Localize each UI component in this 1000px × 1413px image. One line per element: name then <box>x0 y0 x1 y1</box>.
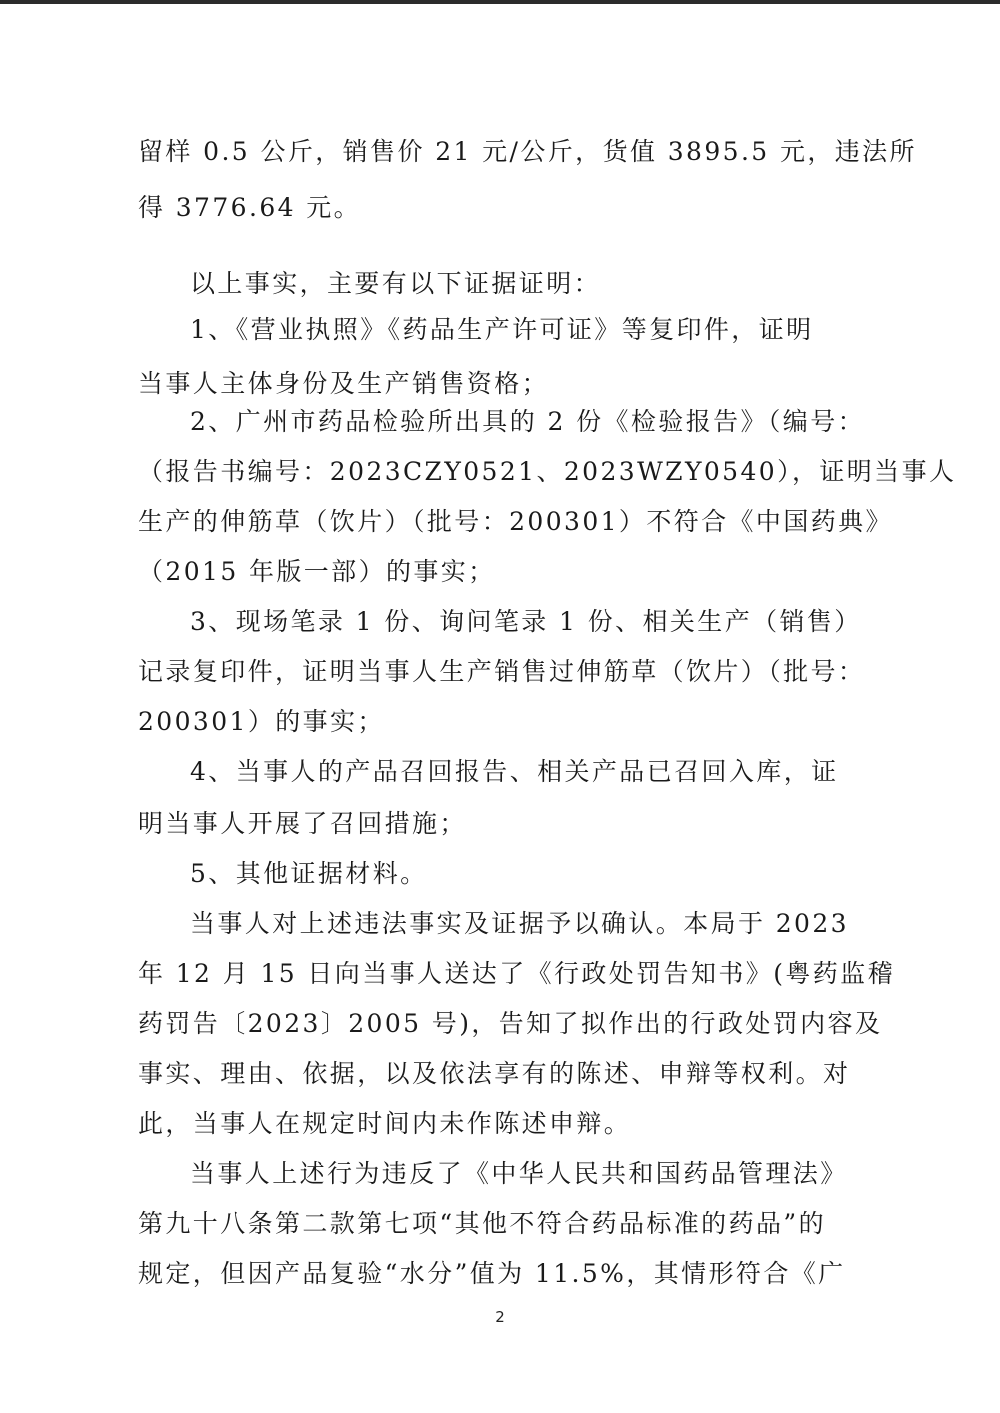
text-line: 规定，但因产品复验“水分”值为 11.5%，其情形符合《广 <box>138 1259 846 1288</box>
text-line: 2、广州市药品检验所出具的 2 份《检验报告》（编号： <box>190 407 866 436</box>
text-line: 记录复印件，证明当事人生产销售过伸筋草（饮片）（批号： <box>138 657 866 686</box>
text-line: 年 12 月 15 日向当事人送达了《行政处罚告知书》(粤药监稽 <box>138 959 895 988</box>
text-line: 留样 0.5 公斤，销售价 21 元/公斤，货值 3895.5 元，违法所 <box>138 137 917 166</box>
text-line: （2015 年版一部）的事实； <box>138 557 496 586</box>
page-number: 2 <box>495 1308 505 1326</box>
text-line: 得 3776.64 元。 <box>138 193 362 222</box>
text-line: 此，当事人在规定时间内未作陈述申辩。 <box>138 1109 632 1138</box>
text-line: 200301）的事实； <box>138 707 385 736</box>
text-line: 当事人上述行为违反了《中华人民共和国药品管理法》 <box>190 1159 848 1188</box>
text-line: 当事人对上述违法事实及证据予以确认。本局于 2023 <box>190 909 849 938</box>
text-line: 当事人主体身份及生产销售资格； <box>138 369 550 398</box>
text-line: （报告书编号：2023CZY0521、2023WZY0540），证明当事人 <box>138 457 957 486</box>
text-line: 1、《营业执照》《药品生产许可证》等复印件，证明 <box>190 315 814 344</box>
scan-edge-line <box>0 0 1000 4</box>
text-line: 事实、理由、依据，以及依法享有的陈述、申辩等权利。对 <box>138 1059 851 1088</box>
text-line: 生产的伸筋草（饮片）（批号：200301）不符合《中国药典》 <box>138 507 893 536</box>
text-line: 4、当事人的产品召回报告、相关产品已召回入库，证 <box>190 757 839 786</box>
text-line: 第九十八条第二款第七项“其他不符合药品标准的药品”的 <box>138 1209 826 1238</box>
text-line: 药罚告〔2023〕2005 号)，告知了拟作出的行政处罚内容及 <box>138 1009 883 1038</box>
text-line: 明当事人开展了召回措施； <box>138 809 467 838</box>
text-line: 以上事实，主要有以下证据证明： <box>190 269 602 298</box>
text-line: 5、其他证据材料。 <box>190 859 428 888</box>
text-line: 3、现场笔录 1 份、询问笔录 1 份、相关生产（销售） <box>190 607 862 636</box>
